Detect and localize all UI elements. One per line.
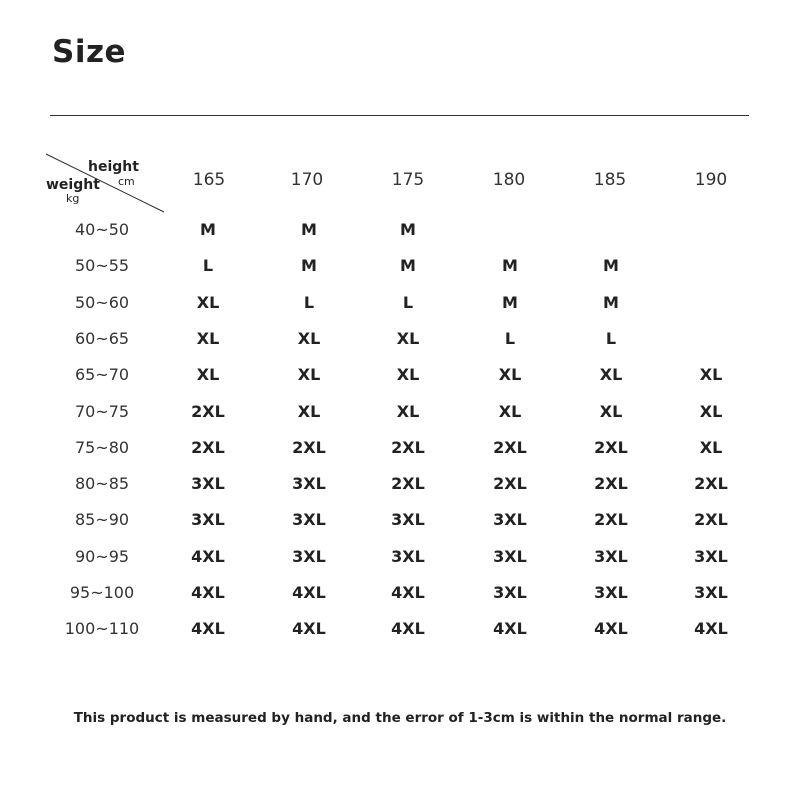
weight-range: 60~65 bbox=[74, 328, 130, 348]
size-cell: 4XL bbox=[292, 619, 326, 639]
size-cell: 4XL bbox=[391, 583, 425, 602]
size-cell: 3XL bbox=[391, 510, 425, 530]
size-cell: 4XL bbox=[191, 546, 225, 566]
size-cell: 2XL bbox=[594, 510, 628, 530]
page-title: Size bbox=[52, 34, 127, 70]
size-cell: M bbox=[603, 292, 619, 312]
size-cell: XL bbox=[396, 365, 420, 385]
weight-unit: kg bbox=[66, 192, 80, 205]
height-header: 180 bbox=[492, 170, 526, 190]
size-cell: M bbox=[400, 220, 416, 239]
weight-range: 95~100 bbox=[69, 583, 135, 602]
weight-range: 100~110 bbox=[64, 619, 140, 639]
size-cell: XL bbox=[599, 401, 623, 421]
size-cell: M bbox=[400, 256, 416, 276]
table-corner-header bbox=[44, 152, 168, 214]
size-cell: 3XL bbox=[493, 510, 527, 530]
size-cell: 2XL bbox=[191, 401, 225, 421]
size-cell: 3XL bbox=[391, 546, 425, 566]
size-cell: 2XL bbox=[391, 474, 425, 494]
size-cell: 4XL bbox=[493, 619, 527, 639]
table-row bbox=[0, 329, 800, 365]
height-header: 190 bbox=[694, 170, 728, 190]
size-cell: XL bbox=[699, 437, 723, 457]
size-cell: 3XL bbox=[594, 583, 628, 602]
size-cell: 2XL bbox=[594, 474, 628, 494]
size-cell: XL bbox=[196, 328, 220, 348]
size-cell: XL bbox=[699, 401, 723, 421]
size-cell: XL bbox=[297, 365, 321, 385]
size-cell: XL bbox=[498, 401, 522, 421]
weight-range: 90~95 bbox=[74, 546, 130, 566]
size-cell: 3XL bbox=[292, 474, 326, 494]
height-header: 165 bbox=[192, 170, 226, 190]
size-cell: M bbox=[200, 220, 216, 239]
size-cell: 4XL bbox=[292, 583, 326, 602]
weight-range: 40~50 bbox=[74, 220, 130, 239]
size-cell: 3XL bbox=[191, 510, 225, 530]
table-row bbox=[0, 220, 800, 256]
size-cell: XL bbox=[297, 328, 321, 348]
size-cell: 3XL bbox=[292, 510, 326, 530]
size-cell: 3XL bbox=[493, 583, 527, 602]
size-cell: L bbox=[202, 256, 214, 276]
size-cell: XL bbox=[196, 365, 220, 385]
size-cell: M bbox=[603, 256, 619, 276]
size-cell: 3XL bbox=[493, 546, 527, 566]
size-cell: XL bbox=[498, 365, 522, 385]
size-cell: 4XL bbox=[191, 583, 225, 602]
size-cell: 2XL bbox=[292, 437, 326, 457]
table-row bbox=[0, 256, 800, 292]
height-unit: cm bbox=[118, 175, 135, 188]
height-header: 175 bbox=[391, 170, 425, 190]
height-header: 170 bbox=[290, 170, 324, 190]
table-row bbox=[0, 438, 800, 474]
size-cell: M bbox=[301, 220, 317, 239]
size-cell: 3XL bbox=[292, 546, 326, 566]
table-row bbox=[0, 365, 800, 401]
size-cell: 3XL bbox=[191, 474, 225, 494]
size-cell: XL bbox=[396, 401, 420, 421]
size-cell: 4XL bbox=[391, 619, 425, 639]
weight-range: 65~70 bbox=[74, 365, 130, 385]
divider bbox=[50, 115, 749, 116]
weight-range: 50~60 bbox=[74, 292, 130, 312]
size-cell: XL bbox=[599, 365, 623, 385]
size-cell: 2XL bbox=[191, 437, 225, 457]
size-cell: 2XL bbox=[694, 474, 728, 494]
height-label: height bbox=[88, 159, 139, 175]
table-row bbox=[0, 583, 800, 619]
size-cell: 3XL bbox=[694, 583, 728, 602]
table-row bbox=[0, 547, 800, 583]
size-cell: 4XL bbox=[594, 619, 628, 639]
height-header: 185 bbox=[593, 170, 627, 190]
weight-range: 50~55 bbox=[74, 256, 130, 276]
table-row bbox=[0, 510, 800, 546]
size-cell: 2XL bbox=[594, 437, 628, 457]
weight-range: 85~90 bbox=[74, 510, 130, 530]
size-cell: M bbox=[502, 256, 518, 276]
size-cell: XL bbox=[297, 401, 321, 421]
size-cell: 2XL bbox=[493, 474, 527, 494]
size-cell: M bbox=[502, 292, 518, 312]
size-cell: 3XL bbox=[594, 546, 628, 566]
weight-range: 80~85 bbox=[74, 474, 130, 494]
size-cell: 2XL bbox=[493, 437, 527, 457]
table-row bbox=[0, 402, 800, 438]
table-row bbox=[0, 619, 800, 655]
table-row bbox=[0, 474, 800, 510]
size-cell: L bbox=[504, 328, 516, 348]
measurement-note: This product is measured by hand, and the error of 1-3cm is within the normal range. bbox=[73, 710, 727, 726]
size-cell: 4XL bbox=[694, 619, 728, 639]
table-row bbox=[0, 293, 800, 329]
size-cell: M bbox=[301, 256, 317, 276]
size-cell: XL bbox=[396, 328, 420, 348]
size-cell: L bbox=[402, 292, 414, 312]
weight-range: 75~80 bbox=[74, 437, 130, 457]
size-cell: L bbox=[605, 328, 617, 348]
weight-range: 70~75 bbox=[74, 401, 130, 421]
size-cell: 3XL bbox=[694, 546, 728, 566]
size-cell: XL bbox=[196, 292, 220, 312]
size-cell: 4XL bbox=[191, 619, 225, 639]
size-cell: L bbox=[303, 292, 315, 312]
size-cell: 2XL bbox=[391, 437, 425, 457]
weight-label: weight bbox=[46, 177, 100, 193]
size-cell: XL bbox=[699, 365, 723, 385]
size-cell: 2XL bbox=[694, 510, 728, 530]
